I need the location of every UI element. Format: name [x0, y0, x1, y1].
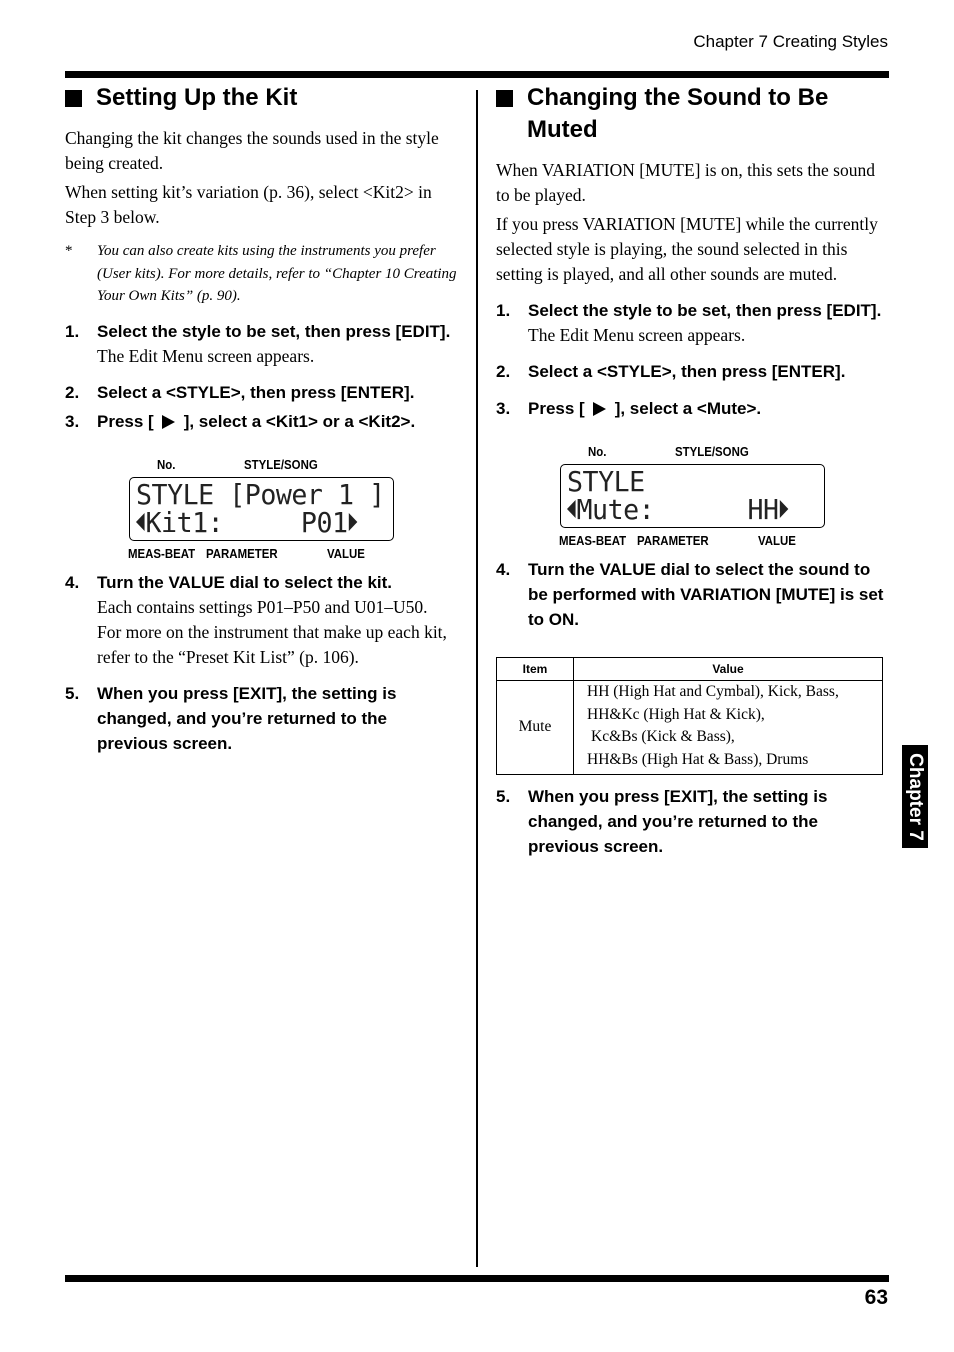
step-title: When you press [EXIT], the setting is changed, and you’re returned to the previous screen. [528, 787, 828, 856]
note-text: You can also create kits using the instruments you prefer (User kits). For more details, refer to “Chapter 10 Creating Your Own Kits” (p. 90). [97, 243, 457, 304]
top-rule [65, 71, 889, 78]
lcd-label-no: No. [588, 444, 607, 459]
lcd-display [65, 454, 460, 564]
intro-paragraph: When VARIATION [MUTE] is on, this sets the sound to be played. [496, 160, 875, 205]
section-heading-mute [496, 82, 886, 146]
table-cell-value: HH (High Hat and Cymbal), Kick, Bass, HH&Kc (High Hat & Kick), Kc&Bs (Kick & Bass), HH&Bs (High Hat & Bass), Drums [574, 681, 883, 775]
square-bullet-icon [65, 90, 82, 107]
step-title: Press [ ], select a <Mute>. [528, 399, 762, 418]
lcd-label-value: VALUE [758, 533, 796, 548]
right-arrow-icon [779, 500, 788, 518]
step-desc: For more on the instrument that make up each kit, refer to the “Preset Kit List” (p. 106). [97, 621, 447, 667]
step-2 [496, 359, 886, 384]
lcd-line-1: STYLE [567, 465, 645, 498]
left-arrow-icon [136, 513, 145, 531]
step-desc: The Edit Menu screen appears. [528, 325, 746, 345]
step-title: Select the style to be set, then press [EDIT]. [528, 301, 882, 320]
lcd-label-meas-beat: MEAS-BEAT [128, 545, 196, 561]
table-header: Item [497, 658, 574, 681]
step-desc: The Edit Menu screen appears. [97, 345, 315, 366]
chapter-side-tab [902, 745, 928, 848]
square-bullet-icon [496, 90, 513, 107]
section-heading-kit [65, 82, 460, 114]
lcd-label-parameter: PARAMETER [637, 533, 709, 548]
lcd-label-no: No. [157, 456, 176, 472]
step-title: Select the style to be set, then press [EDIT]. [97, 321, 451, 341]
step-title: When you press [EXIT], the setting is changed, and you’re returned to the previous screen. [97, 683, 397, 753]
lcd-line-1: STYLE [Power 1 ] [136, 477, 385, 511]
lcd-line-2: Kit1: P01 [136, 509, 357, 537]
heading-text: Setting Up the Kit [96, 84, 298, 111]
mute-values-table [496, 657, 883, 775]
page-number: 63 [864, 1286, 888, 1309]
step-number: 2. [65, 382, 80, 402]
lcd-label-parameter: PARAMETER [206, 545, 278, 561]
lcd-label-value: VALUE [327, 545, 365, 561]
table-cell-item: Mute [497, 681, 574, 775]
right-arrow-icon [162, 415, 175, 429]
left-column [65, 82, 460, 756]
step-number: 2. [496, 362, 511, 381]
intro-paragraph: When setting kit’s variation (p. 36), select <Kit2> in Step 3 below. [65, 182, 432, 227]
lcd-screen [129, 477, 394, 541]
step-number: 1. [65, 321, 80, 341]
table-row [497, 681, 883, 775]
lcd-screen [560, 464, 825, 528]
step-4 [65, 570, 460, 670]
right-arrow-icon [593, 402, 606, 416]
step-desc: Each contains settings P01–P50 and U01–U50. [97, 596, 428, 617]
step-title: Select a <STYLE>, then press [ENTER]. [528, 362, 846, 381]
step-number: 5. [496, 787, 511, 806]
intro-paragraph: If you press VARIATION [MUTE] while the currently selected style is playing, the sound selected in this setting is played, and all other sounds are muted. [496, 214, 878, 284]
right-column [496, 82, 886, 859]
table-header-row [497, 658, 883, 681]
chapter-header: Chapter 7 Creating Styles [693, 32, 888, 51]
step-title: Turn the VALUE dial to select the kit. [97, 572, 393, 592]
step-title: Select a <STYLE>, then press [ENTER]. [97, 382, 415, 402]
step-number: 4. [65, 572, 80, 592]
step-title: Press [ ], select a <Kit1> or a <Kit2>. [97, 411, 416, 431]
table-header: Value [574, 658, 883, 681]
step-3 [496, 396, 886, 421]
step-title: Turn the VALUE dial to select the sound to be performed with VARIATION [MUTE] is set to ON. [528, 560, 884, 629]
step-1 [496, 298, 886, 348]
lcd-label-style-song: STYLE/SONG [244, 456, 318, 472]
step-5 [496, 784, 886, 859]
step-number: 3. [65, 411, 80, 431]
step-number: 4. [496, 560, 511, 579]
right-arrow-icon [348, 513, 357, 531]
lcd-label-style-song: STYLE/SONG [675, 444, 749, 459]
heading-text: Changing the Sound to Be Muted [527, 84, 829, 143]
lcd-label-meas-beat: MEAS-BEAT [559, 533, 627, 548]
step-number: 5. [65, 683, 80, 703]
step-1 [65, 319, 460, 369]
left-arrow-icon [567, 500, 576, 518]
bottom-rule [65, 1275, 889, 1282]
column-divider [476, 90, 478, 1267]
step-3 [65, 409, 460, 434]
chapter-tab-label: Chapter 7 [905, 752, 926, 841]
lcd-line-2: Mute: HH [567, 496, 788, 524]
note-marker: * [65, 243, 73, 259]
step-5 [65, 681, 460, 756]
step-2 [65, 380, 460, 405]
step-4 [496, 557, 886, 632]
step-number: 1. [496, 301, 511, 320]
note [65, 240, 460, 308]
intro-paragraph: Changing the kit changes the sounds used in the style being created. [65, 128, 439, 173]
step-number: 3. [496, 399, 511, 418]
lcd-display [496, 441, 886, 551]
